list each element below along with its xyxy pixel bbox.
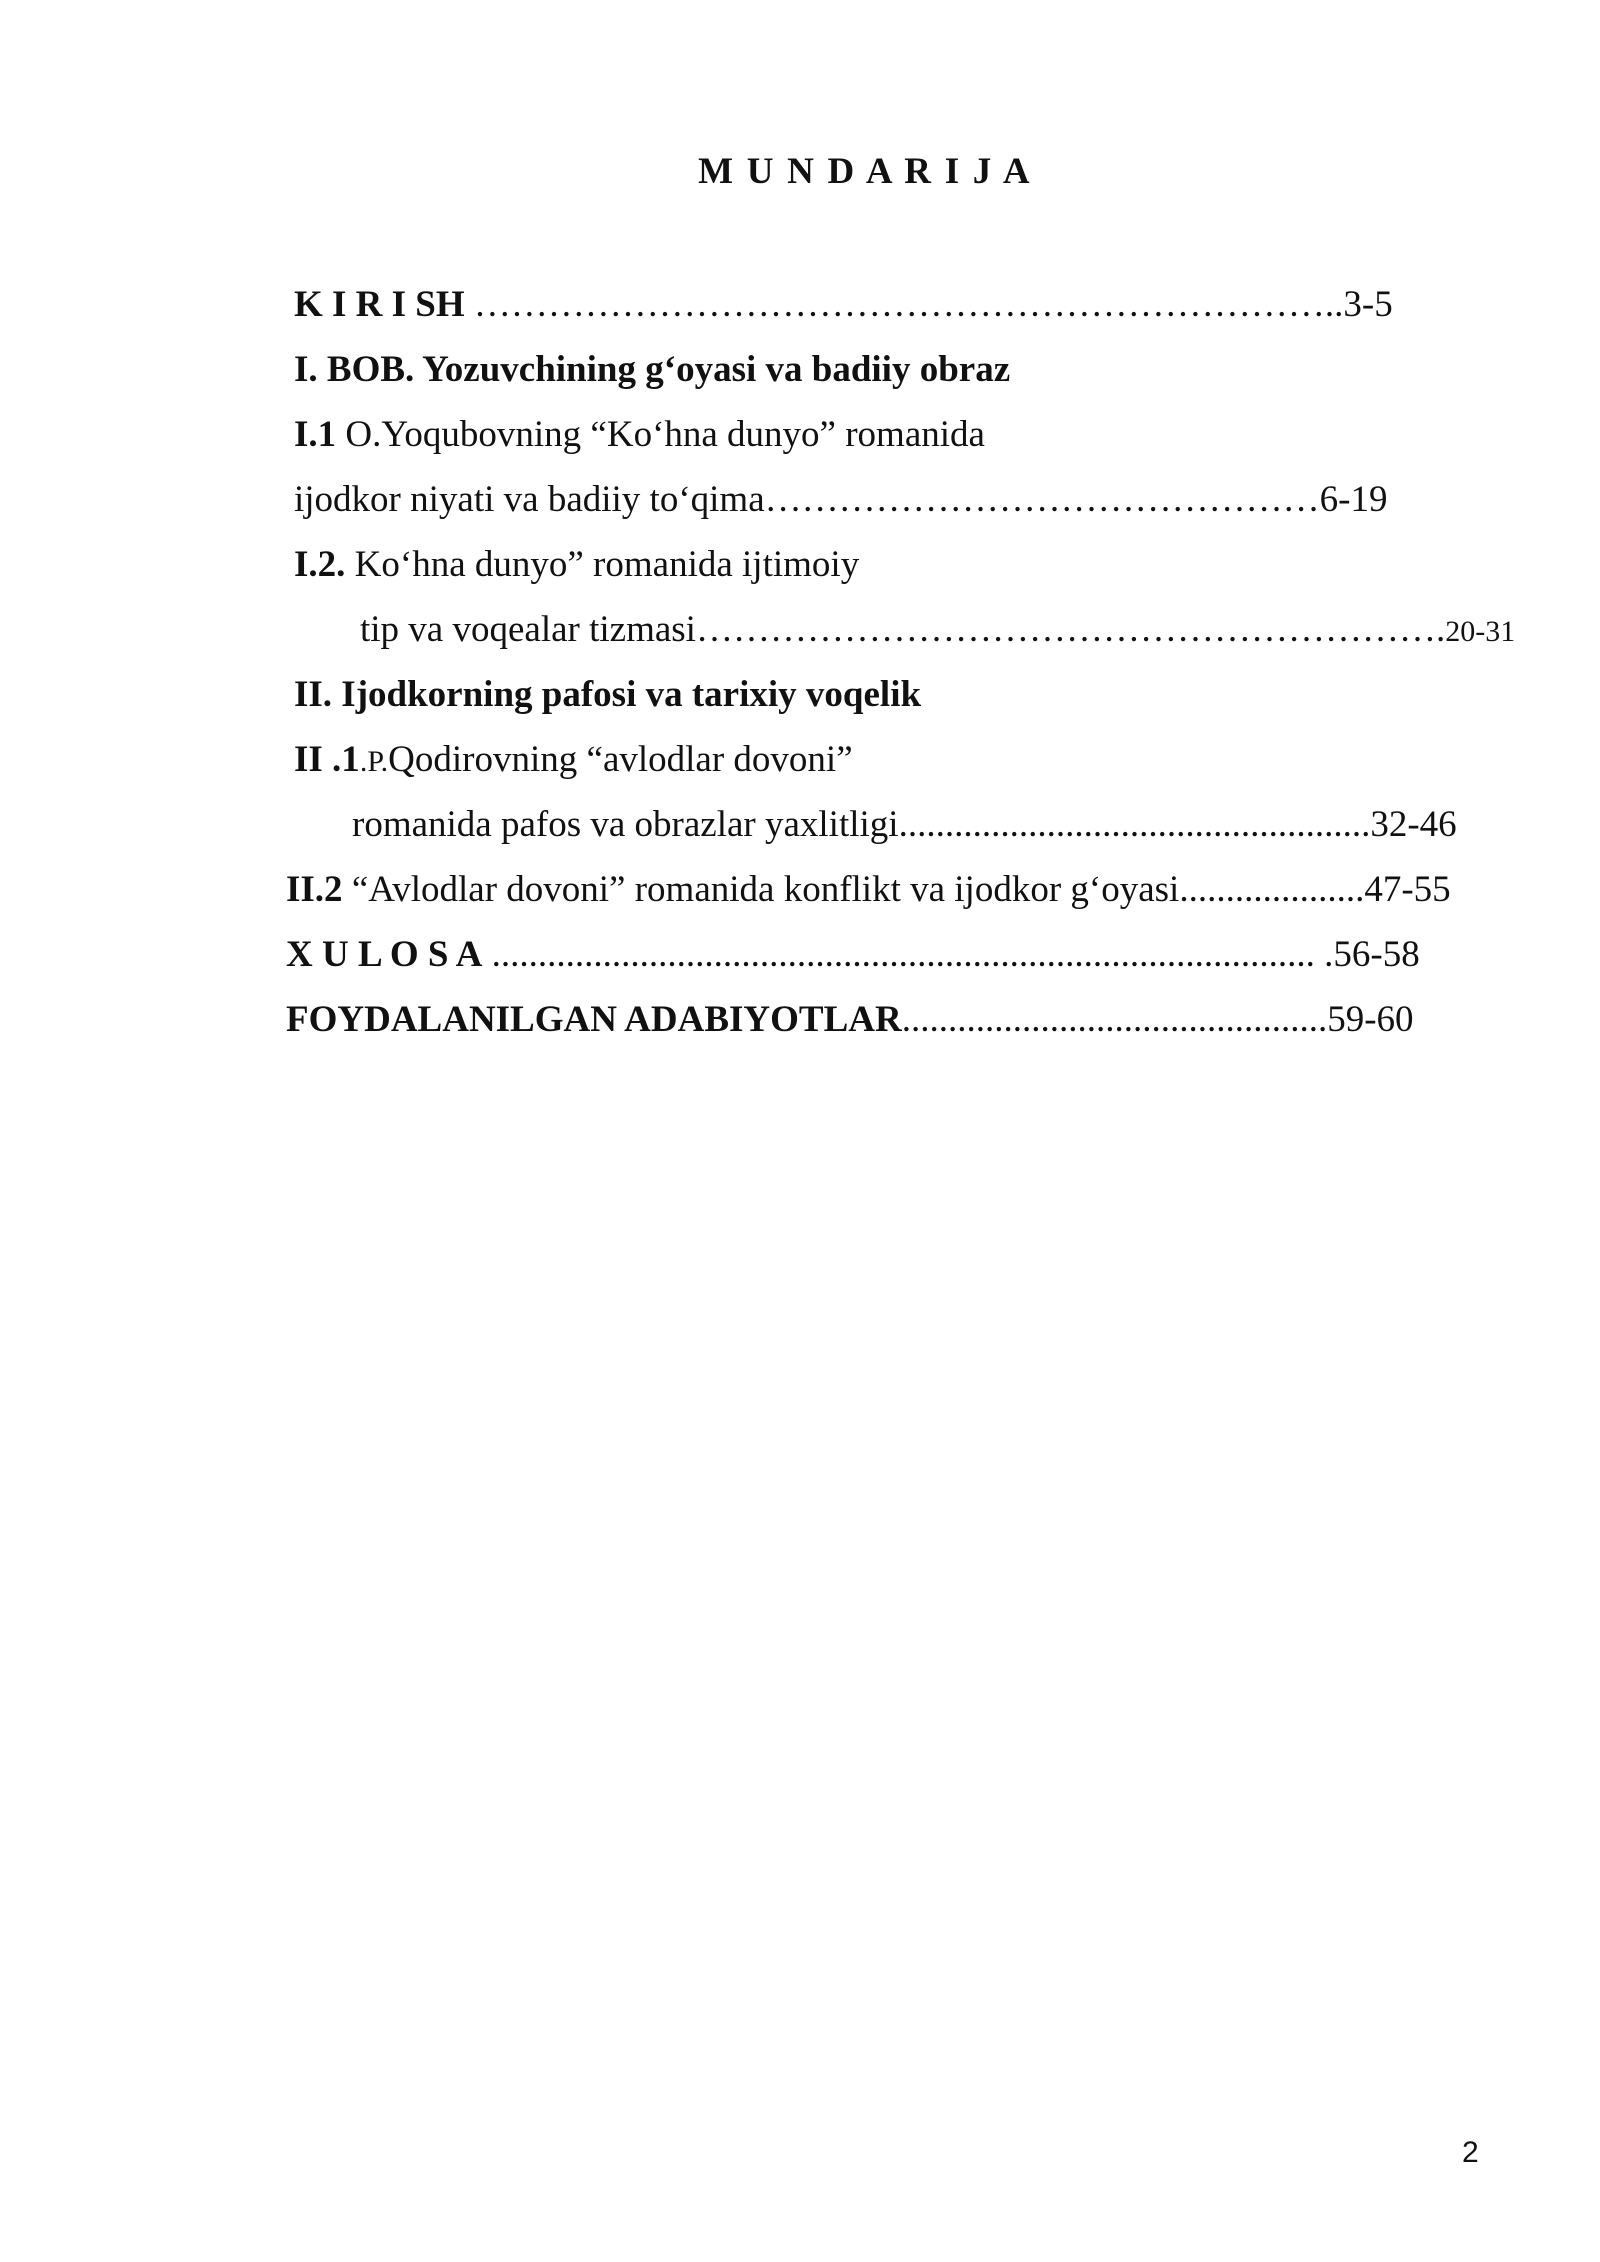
toc-section-1-2-line-2 — [360, 605, 1515, 657]
toc-section-text: romanida pafos va obrazlar yaxlitligi — [352, 804, 899, 845]
toc-section-text: Qodirovning “avlodlar dovoni” — [388, 739, 853, 780]
toc-page-range: 32-46 — [1370, 804, 1457, 845]
toc-section-2-1-line-1 — [294, 735, 853, 787]
toc-page-range: 59-60 — [1327, 999, 1414, 1040]
toc-dot-leader: .................... — [1179, 869, 1365, 910]
toc-entry-label: FOYDALANILGAN ADABIYOTLAR — [286, 999, 902, 1040]
toc-page-range: 3-5 — [1343, 284, 1393, 325]
toc-page-range: 6-19 — [1319, 479, 1388, 520]
toc-chapter-2: II. Ijodkorning pafosi va tarixiy voqelik — [294, 674, 922, 715]
toc-section-number: II.2 — [286, 869, 343, 910]
toc-dot-leader: ......................................................................................... . — [482, 934, 1334, 975]
toc-page-range: 47-55 — [1364, 869, 1451, 910]
toc-entry-xulosa — [286, 930, 1420, 980]
toc-section-text: ijodkor niyati va badiiy to‘qima — [294, 479, 765, 520]
toc-entry-kirish — [294, 280, 1393, 330]
toc-dot-leader: ……………………………………………………. — [695, 609, 1446, 650]
toc-dot-leader: ................................................... — [898, 804, 1371, 845]
toc-entry-bibliography — [286, 995, 1414, 1045]
toc-dot-leader: .............................................. — [901, 999, 1328, 1040]
toc-dot-leader: ……………………………………… — [764, 479, 1320, 520]
toc-section-number: I.2. — [294, 544, 346, 585]
toc-section-1-1-line-2 — [294, 475, 1387, 525]
toc-section-text: tip va voqealar tizmasi — [360, 609, 696, 650]
toc-section-1-1-line-1 — [294, 410, 985, 460]
page-title: M U N D A R I J A — [698, 151, 1032, 192]
toc-page-range: 56-58 — [1333, 934, 1420, 975]
toc-section-initial: .P. — [359, 745, 389, 778]
toc-section-2-2 — [286, 865, 1451, 915]
page-number: 2 — [1462, 2136, 1479, 2169]
toc-entry-label: X U L O S A — [286, 934, 483, 975]
toc-section-2-1-line-2 — [352, 800, 1457, 850]
toc-section-text: Ko‘hna dunyo” romanida ijtimoiy — [345, 544, 860, 585]
toc-section-1-2-line-1 — [294, 540, 859, 590]
toc-section-text: O.Yoqubovning “Ko‘hna dunyo” romanida — [336, 414, 985, 455]
toc-chapter-1: I. BOB. Yozuvchining g‘oyasi va badiiy obraz — [294, 349, 1011, 390]
toc-dot-leader: …………………………………………………………….. — [464, 284, 1344, 325]
toc-entry-label: K I R I SH — [294, 284, 465, 325]
toc-page-range: 20-31 — [1445, 615, 1516, 648]
toc-section-text: “Avlodlar dovoni” romanida konflikt va ijodkor g‘oyasi — [342, 869, 1180, 910]
toc-section-number: I.1 — [294, 414, 337, 455]
toc-section-number: II .1 — [294, 739, 360, 780]
